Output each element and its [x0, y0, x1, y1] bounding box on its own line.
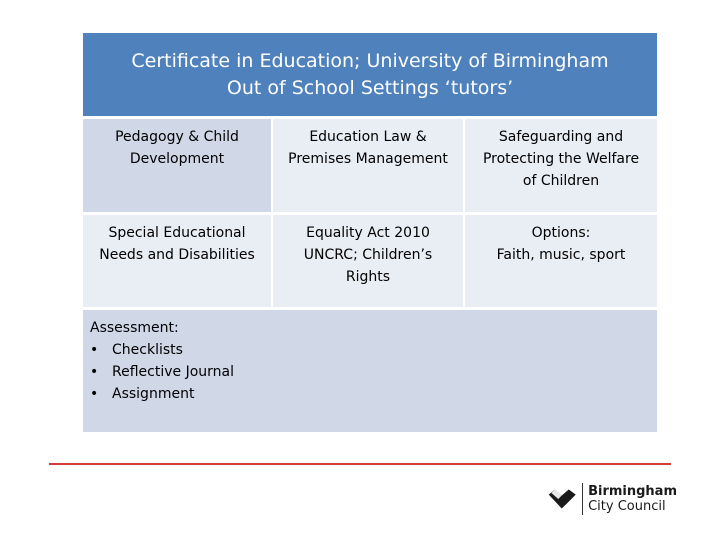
module-text: Education Law & — [309, 129, 427, 145]
list-item — [90, 339, 657, 361]
assessment-item: Assignment — [112, 386, 195, 402]
bullet: • — [90, 364, 99, 380]
modules-grid — [83, 116, 657, 307]
module-text: Premises Management — [288, 151, 448, 167]
header-line-2: Out of School Settings ‘tutors’ — [226, 76, 514, 99]
module-send — [83, 212, 273, 307]
logo-divider — [582, 483, 583, 515]
table-header — [83, 33, 657, 116]
assessment-item: Checklists — [112, 342, 183, 358]
assessment-title: Assessment: — [90, 320, 179, 336]
bullet: • — [90, 342, 99, 358]
bullet: • — [90, 386, 99, 402]
heart-logo-icon — [547, 485, 578, 513]
module-safeguarding — [465, 116, 657, 212]
module-text: Needs and Disabilities — [99, 247, 255, 263]
logo-text — [588, 484, 677, 514]
module-text: of Children — [522, 173, 600, 189]
logo-city-council: City Council — [588, 499, 666, 514]
module-options — [465, 212, 657, 307]
header-line-1: Certificate in Education; University of Birmingham — [131, 49, 609, 72]
assessment-item: Reflective Journal — [112, 364, 234, 380]
module-text: Safeguarding and — [498, 129, 624, 145]
footer-divider — [49, 463, 671, 465]
module-text: Special Educational — [108, 225, 246, 241]
module-text: Protecting the Welfare — [482, 151, 640, 167]
certificate-table — [83, 33, 657, 432]
module-text: Pedagogy & Child — [115, 129, 239, 145]
assessment-section — [83, 307, 657, 432]
module-text: Development — [129, 151, 225, 167]
list-item — [90, 361, 657, 383]
module-text: Rights — [345, 269, 391, 285]
module-text: Options: — [531, 225, 591, 241]
module-text: Equality Act 2010 — [306, 225, 430, 241]
module-education-law — [273, 116, 465, 212]
assessment-list — [90, 339, 657, 405]
module-text: Faith, music, sport — [496, 247, 626, 263]
module-equality-act — [273, 212, 465, 307]
list-item — [90, 383, 657, 405]
module-text: UNCRC; Children’s — [303, 247, 433, 263]
birmingham-city-council-logo — [547, 481, 677, 517]
logo-birmingham: Birmingham — [588, 484, 677, 499]
module-pedagogy — [83, 116, 273, 212]
